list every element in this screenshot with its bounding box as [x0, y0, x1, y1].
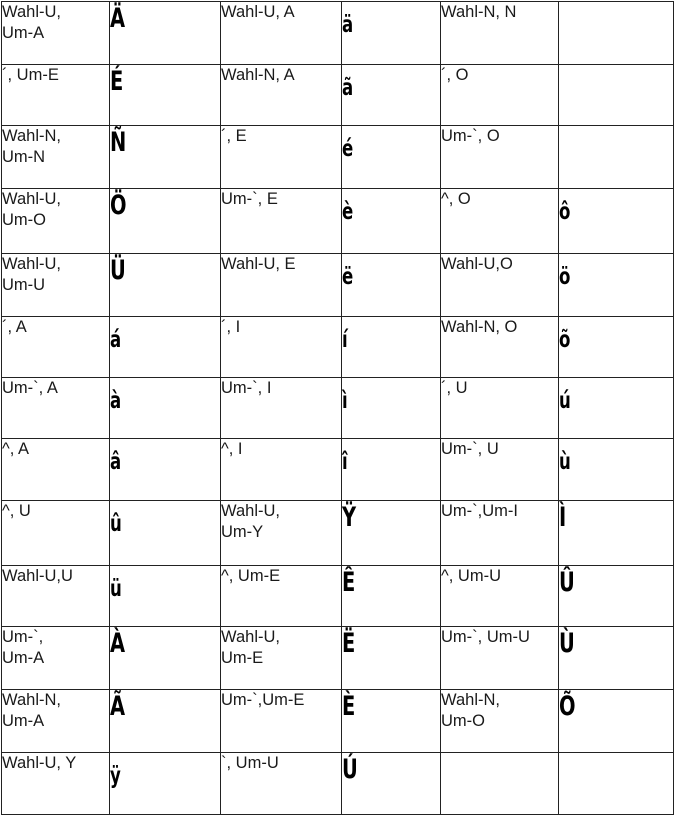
keystroke-cell	[2, 566, 110, 627]
keystroke-text: ^, Um-U	[441, 567, 501, 585]
keystroke-text: ´, Um-E	[2, 66, 59, 84]
character-cell	[559, 65, 674, 126]
keystroke-text: Wahl-N, Um-N	[2, 127, 61, 166]
character-cell	[342, 439, 441, 501]
keystroke-text: Um-`, O	[441, 127, 500, 145]
character-cell	[342, 126, 441, 189]
character-cell	[110, 254, 221, 317]
character-cell	[110, 126, 221, 189]
table-row	[2, 501, 674, 566]
keystroke-cell	[441, 189, 559, 254]
keystroke-cell	[2, 690, 110, 753]
keystroke-cell	[2, 126, 110, 189]
keystroke-text: ^, O	[441, 190, 471, 208]
keystroke-cell	[221, 2, 342, 65]
accented-character: í	[342, 327, 348, 353]
keystroke-cell	[2, 189, 110, 254]
keystroke-text: Wahl-U, Um-A	[2, 3, 61, 42]
accented-character: î	[342, 449, 348, 475]
keystroke-text: Um-`, E	[221, 190, 278, 208]
keystroke-cell	[2, 753, 110, 815]
keystroke-cell	[221, 189, 342, 254]
table-row	[2, 65, 674, 126]
keystroke-cell	[2, 627, 110, 690]
character-cell	[110, 2, 221, 65]
keystroke-text: ´, I	[221, 318, 241, 336]
keystroke-text: Wahl-N, N	[441, 3, 517, 21]
keystroke-cell	[221, 501, 342, 566]
table-row	[2, 753, 674, 815]
keystroke-cell	[221, 126, 342, 189]
character-cell	[559, 627, 674, 690]
character-cell	[342, 566, 441, 627]
accented-character: à	[110, 388, 122, 414]
keystroke-cell	[221, 439, 342, 501]
accented-character: Ä	[110, 3, 126, 34]
character-cell	[342, 690, 441, 753]
character-cell	[342, 254, 441, 317]
keystroke-cell	[221, 690, 342, 753]
keystroke-text: Um-`,Um-E	[221, 691, 305, 709]
keystroke-cell	[2, 439, 110, 501]
keystroke-text: ^, I	[221, 440, 243, 458]
keystroke-text: `, Um-U	[221, 754, 279, 772]
accented-character: é	[342, 136, 354, 162]
character-cell	[342, 501, 441, 566]
accented-character: Ã	[110, 691, 126, 722]
accented-character: õ	[559, 327, 571, 353]
keystroke-cell	[441, 254, 559, 317]
accented-character: À	[110, 628, 126, 659]
accented-character: û	[110, 511, 122, 537]
accented-character: â	[110, 449, 122, 475]
keystroke-cell	[2, 2, 110, 65]
accented-character: ô	[559, 199, 571, 225]
table-body	[2, 2, 674, 815]
accented-character: É	[110, 66, 124, 97]
character-cell	[342, 65, 441, 126]
keystroke-text: Wahl-U, Y	[2, 754, 77, 772]
keystroke-text: Wahl-U, Um-E	[221, 628, 280, 667]
keystroke-text: Um-`, Um-A	[2, 628, 45, 667]
keystroke-cell	[441, 753, 559, 815]
accented-character: Ì	[559, 502, 567, 533]
accented-character: á	[110, 327, 122, 353]
character-cell	[559, 566, 674, 627]
keystroke-cell	[441, 378, 559, 439]
accented-character: Ê	[342, 567, 356, 598]
character-cell	[342, 317, 441, 378]
keystroke-cell	[221, 566, 342, 627]
accented-character: ì	[342, 388, 348, 414]
keystroke-text: Um-`, A	[2, 379, 58, 397]
accented-character: è	[342, 199, 354, 225]
keystroke-text: Um-`,Um-I	[441, 502, 518, 520]
accented-character: ë	[342, 264, 354, 290]
keystroke-cell	[221, 627, 342, 690]
keystroke-text: Wahl-N, A	[221, 66, 295, 84]
keystroke-text: Wahl-N, O	[441, 318, 518, 336]
keystroke-cell	[2, 501, 110, 566]
table-row	[2, 439, 674, 501]
character-cell	[559, 2, 674, 65]
keystroke-text: Wahl-N, Um-O	[441, 691, 500, 730]
keystroke-cell	[441, 317, 559, 378]
character-cell	[559, 753, 674, 815]
accented-character: ü	[110, 576, 122, 602]
keystroke-text: Um-`, U	[441, 440, 499, 458]
keystroke-cell	[221, 753, 342, 815]
accented-character: ä	[342, 12, 354, 38]
keystroke-text: Wahl-U,O	[441, 255, 513, 273]
table-row	[2, 317, 674, 378]
character-cell	[342, 2, 441, 65]
table-row	[2, 2, 674, 65]
keystroke-cell	[221, 254, 342, 317]
keystroke-cell	[2, 254, 110, 317]
character-cell	[559, 690, 674, 753]
character-cell	[559, 189, 674, 254]
accented-character: Ö	[110, 190, 127, 221]
character-cell	[559, 317, 674, 378]
accented-character: Û	[559, 567, 575, 598]
keystroke-cell	[441, 566, 559, 627]
keystroke-cell	[441, 501, 559, 566]
accented-character: Ù	[559, 628, 575, 659]
keystroke-cell	[441, 2, 559, 65]
accented-character: Ñ	[110, 127, 127, 158]
character-cell	[110, 317, 221, 378]
accented-character: ù	[559, 449, 571, 475]
keystroke-cell	[441, 690, 559, 753]
keystroke-cell	[221, 317, 342, 378]
keystroke-text: Wahl-U, Um-U	[2, 255, 61, 294]
keystroke-text: ´, U	[441, 379, 468, 397]
character-cell	[110, 65, 221, 126]
keystroke-cell	[441, 126, 559, 189]
accented-character: Ÿ	[342, 502, 357, 533]
character-cell	[110, 439, 221, 501]
table-row	[2, 690, 674, 753]
character-cell	[110, 566, 221, 627]
character-cell	[559, 501, 674, 566]
accented-character: È	[342, 691, 356, 722]
keystroke-cell	[221, 378, 342, 439]
keystroke-text: Wahl-U,U	[2, 567, 73, 585]
table-row	[2, 566, 674, 627]
keystroke-cell	[221, 65, 342, 126]
character-cell	[559, 254, 674, 317]
accented-character: Õ	[559, 691, 576, 722]
character-cell	[110, 378, 221, 439]
accented-character: Ü	[110, 255, 126, 286]
keystroke-cell	[441, 627, 559, 690]
character-cell	[342, 378, 441, 439]
table-row	[2, 627, 674, 690]
keystroke-text: Wahl-U, A	[221, 3, 295, 21]
accented-character: ú	[559, 388, 571, 414]
keystroke-text: Wahl-N, Um-A	[2, 691, 61, 730]
accented-character: Ú	[342, 754, 358, 785]
keystroke-text: ´, A	[2, 318, 27, 336]
character-cell	[559, 378, 674, 439]
keystroke-cell	[441, 65, 559, 126]
keystroke-text: ´, E	[221, 127, 247, 145]
table-row	[2, 254, 674, 317]
keystroke-cell	[441, 439, 559, 501]
character-cell	[342, 189, 441, 254]
character-cell	[110, 501, 221, 566]
keystroke-text: Um-`, Um-U	[441, 628, 530, 646]
character-cell	[110, 753, 221, 815]
keystroke-text: Wahl-U, E	[221, 255, 296, 273]
character-cell	[342, 627, 441, 690]
table-row	[2, 189, 674, 254]
keystroke-text: ^, A	[2, 440, 30, 458]
keystroke-text: Wahl-U, Um-Y	[221, 502, 280, 541]
keystroke-text: Wahl-U, Um-O	[2, 190, 61, 229]
keystroke-text: ^, Um-E	[221, 567, 281, 585]
accented-character: ã	[342, 75, 354, 101]
keystroke-text: ´, O	[441, 66, 469, 84]
character-cell	[559, 126, 674, 189]
keystroke-cell	[2, 65, 110, 126]
table-row	[2, 126, 674, 189]
accented-character: Ë	[342, 628, 356, 659]
character-cell	[110, 690, 221, 753]
keystroke-text: Um-`, I	[221, 379, 272, 397]
keystroke-text: ^, U	[2, 502, 31, 520]
keystroke-cell	[2, 317, 110, 378]
character-cell	[110, 189, 221, 254]
accented-character: ö	[559, 264, 571, 290]
character-cell	[559, 439, 674, 501]
character-cell	[110, 627, 221, 690]
accent-keystroke-table	[1, 1, 674, 815]
table-row	[2, 378, 674, 439]
character-cell	[342, 753, 441, 815]
accented-character: ÿ	[110, 763, 121, 789]
keystroke-cell	[2, 378, 110, 439]
